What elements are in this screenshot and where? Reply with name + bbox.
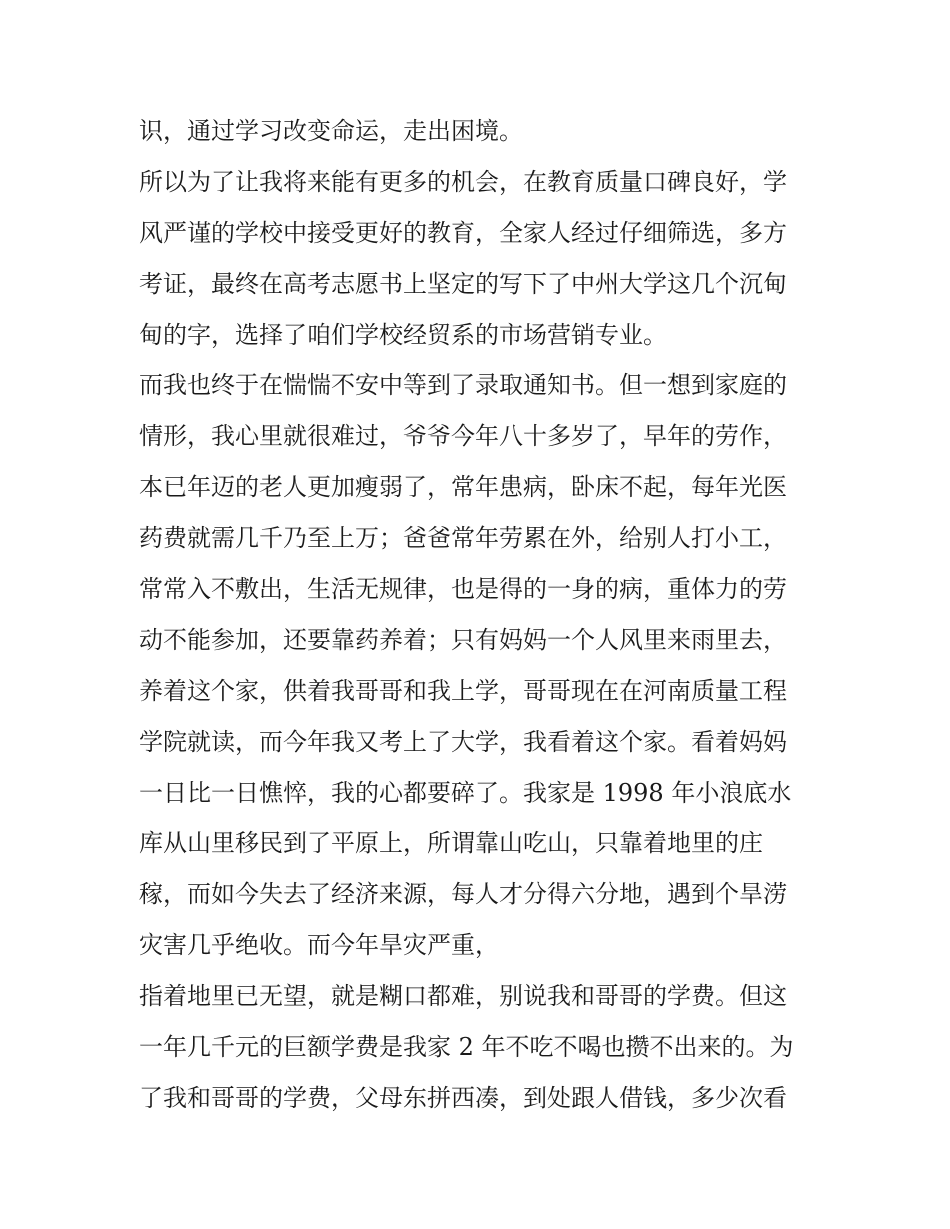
text-line: 稼，而如今失去了经济来源，每人才分得六分地，遇到个旱涝 bbox=[139, 880, 787, 909]
text-line: 学院就读，而今年我又考上了大学，我看着这个家。看着妈妈 bbox=[139, 727, 787, 756]
text-line: 甸的字，选择了咱们学校经贸系的市场营销专业。 bbox=[139, 320, 667, 349]
text-line: 考证，最终在高考志愿书上坚定的写下了中州大学这几个沉甸 bbox=[139, 269, 787, 298]
text-line: 而我也终于在惴惴不安中等到了录取通知书。但一想到家庭的 bbox=[139, 371, 787, 400]
text-line: 药费就需几千乃至上万；爸爸常年劳累在外，给别人打小工， bbox=[139, 524, 787, 553]
text-line: 常常入不敷出，生活无规律，也是得的一身的病，重体力的劳 bbox=[139, 575, 787, 604]
body-text bbox=[139, 106, 819, 1124]
text-line: 所以为了让我将来能有更多的机会，在教育质量口碑良好，学 bbox=[139, 167, 787, 196]
text-line: 指着地里已无望，就是糊口都难，别说我和哥哥的学费。但这 bbox=[139, 982, 787, 1011]
text-line: 一年几千元的巨额学费是我家 2 年不吃不喝也攒不出来的。为 bbox=[139, 1033, 794, 1062]
text-line: 情形，我心里就很难过，爷爷今年八十多岁了，早年的劳作， bbox=[139, 422, 787, 451]
text-line: 一日比一日憔悴，我的心都要碎了。我家是 1998 年小浪底水 bbox=[139, 778, 792, 807]
text-line: 灾害几乎绝收。而今年旱灾严重， bbox=[139, 931, 499, 960]
text-line: 动不能参加，还要靠药养着；只有妈妈一个人风里来雨里去， bbox=[139, 625, 787, 654]
text-line: 识，通过学习改变命运，走出困境。 bbox=[139, 117, 523, 145]
text-line: 养着这个家，供着我哥哥和我上学，哥哥现在在河南质量工程 bbox=[139, 676, 787, 705]
text-line: 库从山里移民到了平原上，所谓靠山吃山，只靠着地里的庄 bbox=[139, 829, 763, 858]
text-line: 本已年迈的老人更加瘦弱了，常年患病，卧床不起，每年光医 bbox=[139, 473, 787, 502]
text-line: 风严谨的学校中接受更好的教育，全家人经过仔细筛选，多方 bbox=[139, 218, 787, 247]
text-line: 了我和哥哥的学费，父母东拼西凑，到处跟人借钱，多少次看 bbox=[139, 1083, 787, 1112]
